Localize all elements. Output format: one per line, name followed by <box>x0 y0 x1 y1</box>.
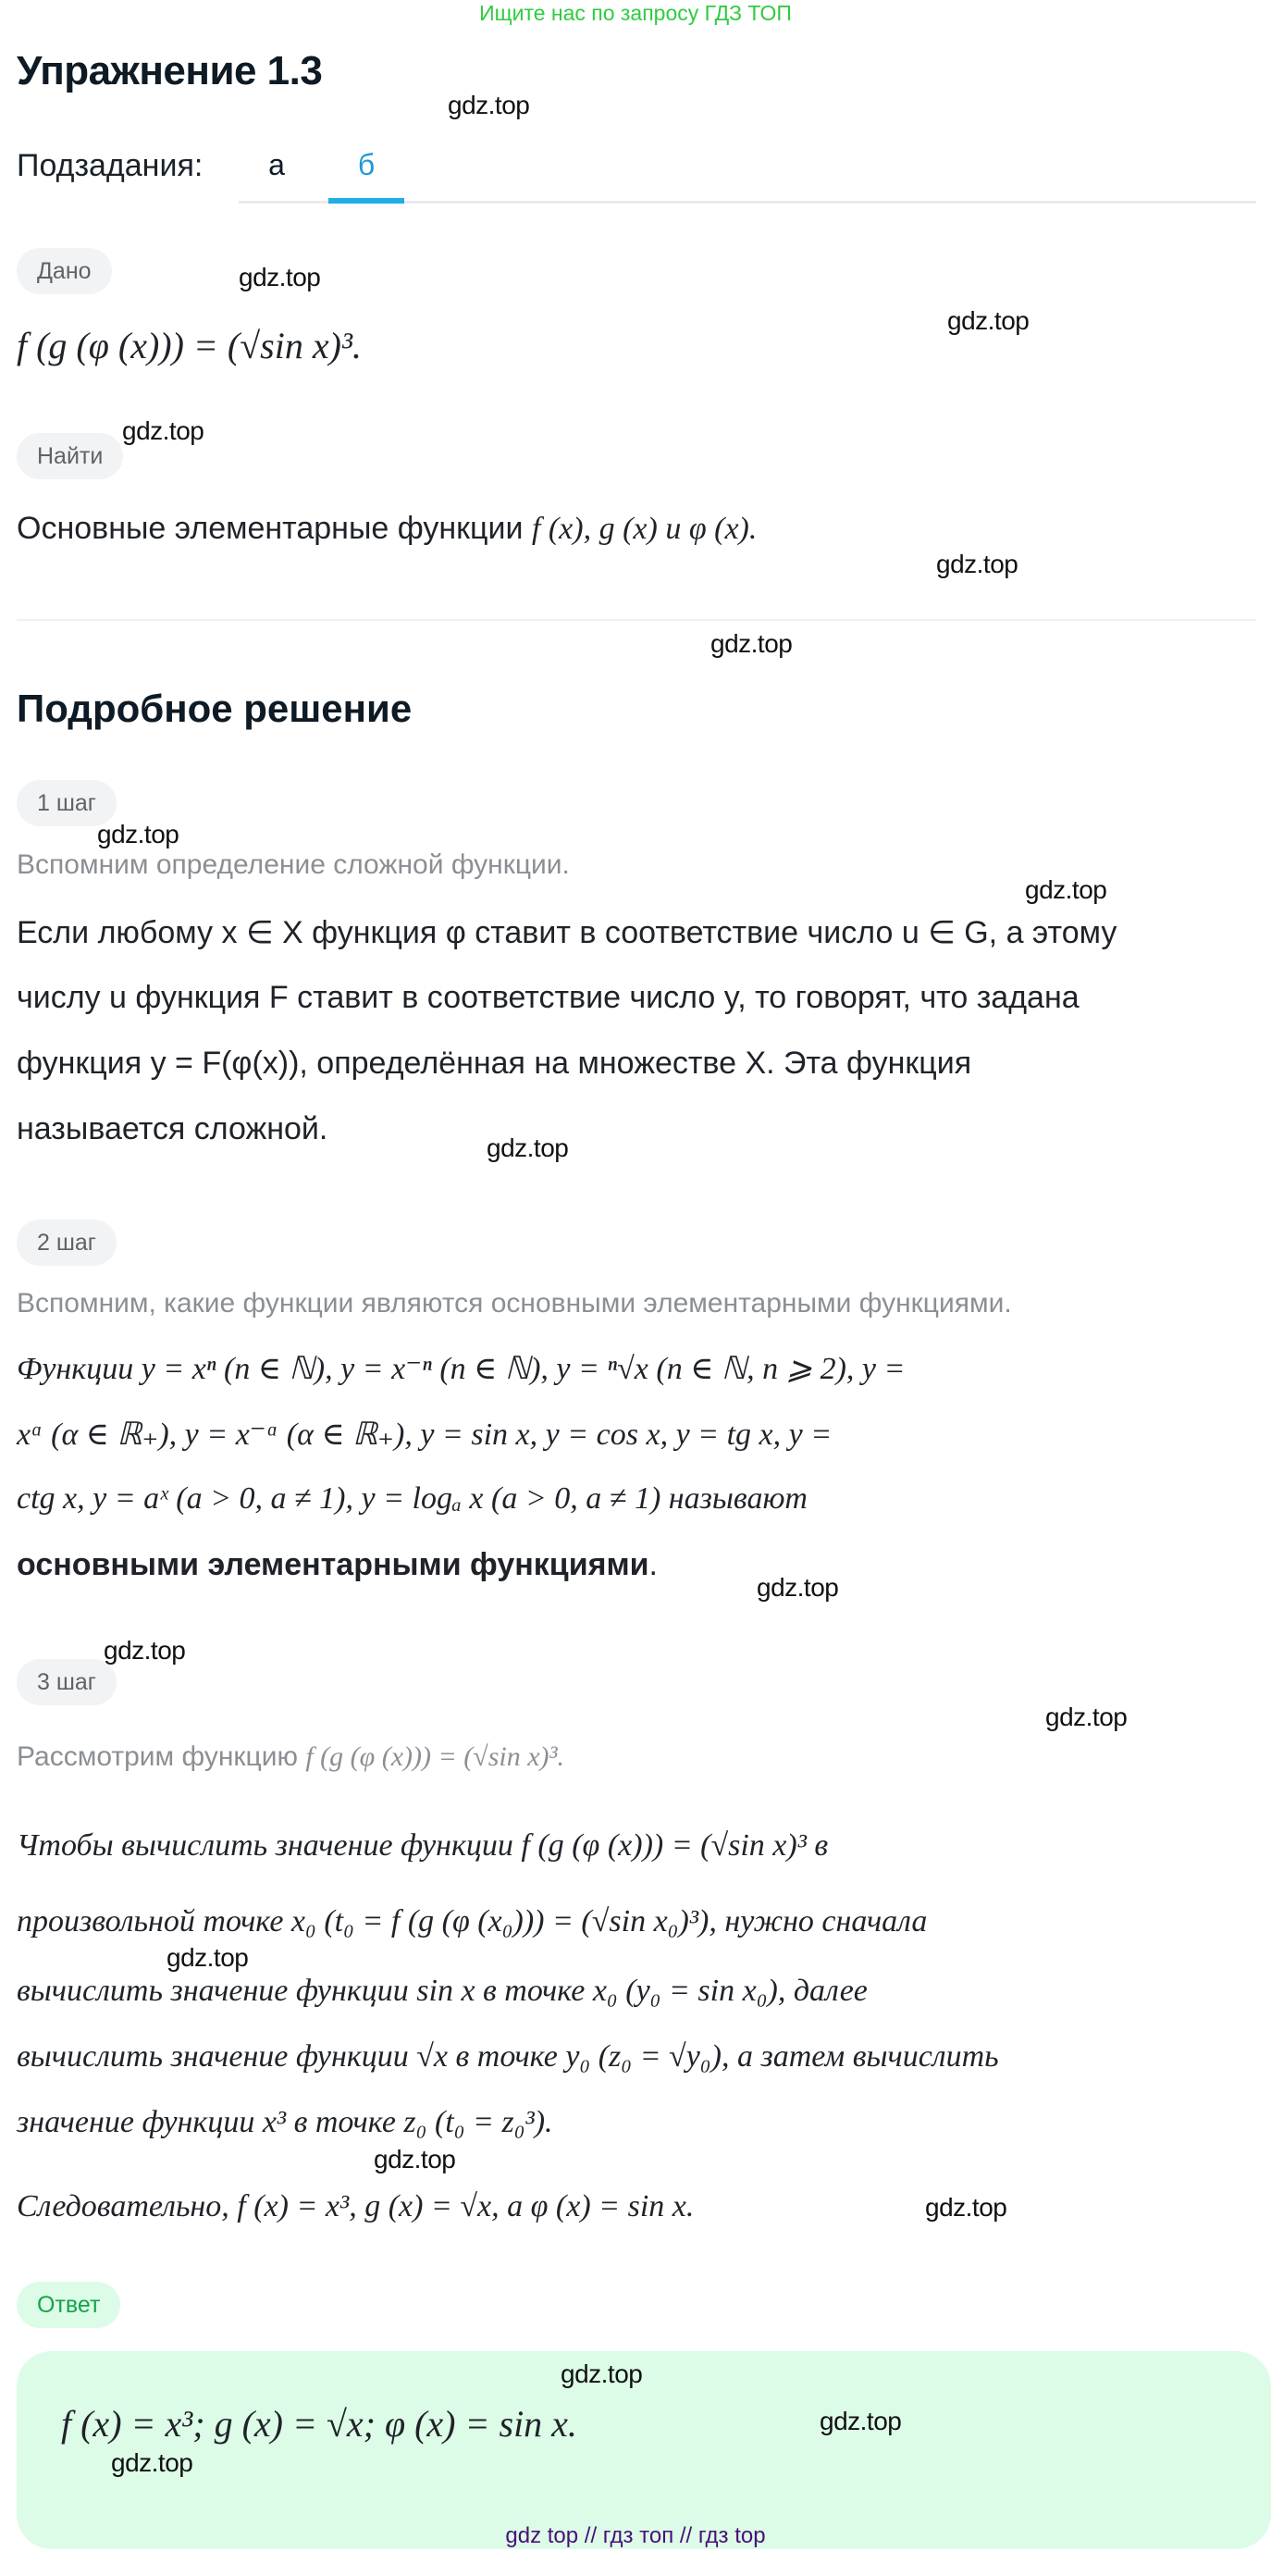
watermark: gdz.top <box>487 1133 569 1162</box>
answer-formula: f (x) = x³; g (x) = √x; φ (x) = sin x. <box>61 2403 577 2445</box>
watermark: gdz.top <box>936 550 1018 578</box>
step-1-badge: 1 шаг <box>17 780 117 826</box>
watermark: gdz.top <box>820 2407 902 2435</box>
step-1-line: Если любому x ∈ X функция φ ставит в соответствие число u ∈ G, а этому <box>17 915 1117 950</box>
step-2-conclusion: основными элементарными функциями. <box>17 1547 658 1582</box>
find-formula: f (x), g (x) и φ (x). <box>531 512 758 546</box>
section-divider <box>17 619 1256 621</box>
tab-subtask-a[interactable]: а <box>268 148 285 181</box>
footer-links[interactable]: gdz top // гдз топ // гдз top <box>505 2523 766 2548</box>
step-2-line: xᵅ (α ∈ ℝ₊), y = x⁻ᵅ (α ∈ ℝ₊), y = sin x, y = cos x, y = tg x, y = <box>17 1418 833 1452</box>
step-3-line: Чтобы вычислить значение функции f (g (φ (x))) = (√sin x)³ в <box>17 1828 829 1863</box>
watermark: gdz.top <box>757 1573 839 1602</box>
watermark: gdz.top <box>239 263 321 291</box>
step-3-line: вычислить значение функции √x в точке y₀ (z₀ = √y₀), а затем вычислить <box>17 2039 999 2074</box>
solution-heading: Подробное решение <box>17 687 413 730</box>
watermark: gdz.top <box>925 2193 1007 2222</box>
step-3-line: значение функции x³ в точке z₀ (t₀ = z₀³). <box>17 2105 553 2139</box>
watermark: gdz.top <box>104 1636 186 1665</box>
step-3-hint: Рассмотрим функцию f (g (φ (x))) = (√sin x)³. <box>17 1741 565 1772</box>
find-badge: Найти <box>17 433 123 479</box>
watermark: gdz.top <box>167 1943 249 1972</box>
watermark: gdz.top <box>561 2359 643 2388</box>
step-1-line: функция y = F(φ(x)), определённая на множестве X. Эта функция <box>17 1046 972 1081</box>
step-2-line: Функции y = xⁿ (n ∈ ℕ), y = x⁻ⁿ (n ∈ ℕ), y = ⁿ√x (n ∈ ℕ, n ⩾ 2), y = <box>17 1352 906 1386</box>
subtasks-label: Подзадания: <box>17 148 204 183</box>
step-3-line: произвольной точке x₀ (t₀ = f (g (φ (x₀))) = (√sin x₀)³), нужно сначала <box>17 1904 928 1938</box>
watermark: gdz.top <box>1025 875 1107 904</box>
step-1-line: называется сложной. <box>17 1111 328 1146</box>
step-2-hint: Вспомним, какие функции являются основными элементарными функциями. <box>17 1288 1012 1319</box>
page-title: Упражнение 1.3 <box>17 48 323 93</box>
step-3-hint-formula: f (g (φ (x))) = (√sin x)³. <box>305 1741 565 1772</box>
given-formula: f (g (φ (x))) = (√sin x)³. <box>17 325 362 366</box>
step-2-badge: 2 шаг <box>17 1220 117 1266</box>
watermark: gdz.top <box>448 91 530 119</box>
watermark: gdz.top <box>97 820 179 848</box>
watermark: gdz.top <box>710 629 793 658</box>
step-2-line: ctg x, y = aˣ (a > 0, a ≠ 1), y = logₐ x (a > 0, a ≠ 1) называют <box>17 1481 808 1516</box>
promo-banner[interactable]: Ищите нас по запросу ГДЗ ТОП <box>479 1 792 25</box>
watermark: gdz.top <box>374 2145 456 2174</box>
tab-subtask-b[interactable]: б <box>357 148 376 181</box>
find-text-prefix: Основные элементарные функции <box>17 511 532 546</box>
step-1-line: числу u функция F ставит в соответствие число y, то говорят, что задана <box>17 980 1080 1015</box>
step-3-line: вычислить значение функции sin x в точке x₀ (y₀ = sin x₀), далее <box>17 1974 868 2008</box>
step-3-badge: 3 шаг <box>17 1659 117 1705</box>
answer-box <box>17 2351 1271 2549</box>
answer-badge: Ответ <box>17 2282 120 2328</box>
watermark: gdz.top <box>947 306 1030 335</box>
watermark: gdz.top <box>122 416 204 445</box>
step-3-conclusion: Следовательно, f (x) = x³, g (x) = √x, а φ (x) = sin x. <box>17 2189 695 2223</box>
active-tab-indicator <box>328 198 404 204</box>
watermark: gdz.top <box>111 2448 193 2477</box>
step-1-hint: Вспомним определение сложной функции. <box>17 849 570 880</box>
step-2-bold-term: основными элементарными функциями <box>17 1547 649 1582</box>
find-text <box>17 511 757 547</box>
watermark: gdz.top <box>1045 1703 1128 1731</box>
given-badge: Дано <box>17 248 112 294</box>
